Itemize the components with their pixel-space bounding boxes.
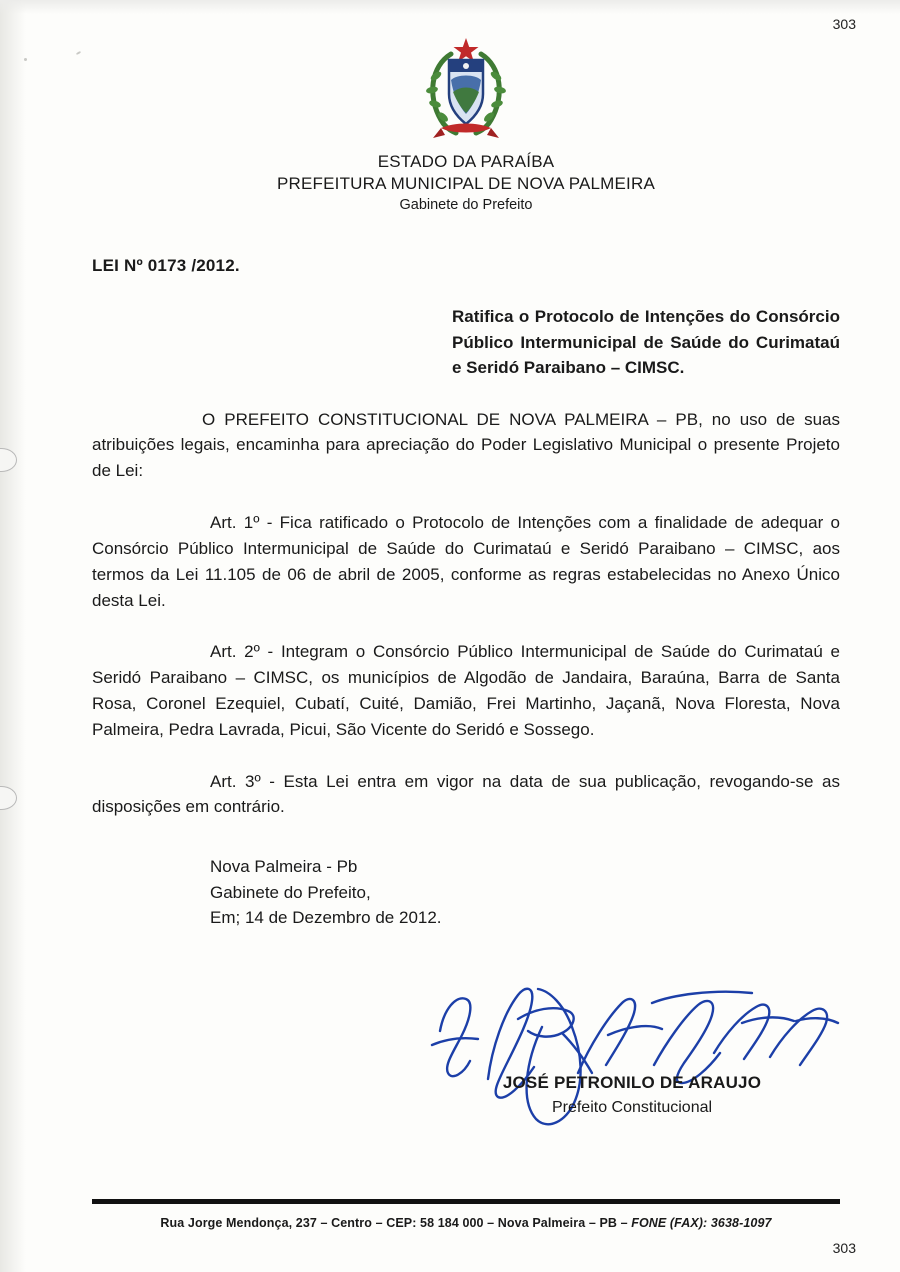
header-state-line: ESTADO DA PARAÍBA (377, 152, 555, 171)
footer-address-plain: Rua Jorge Mendonça, 237 – Centro – CEP: 58 184 000 – Nova Palmeira – PB – (160, 1216, 632, 1230)
closing-block (210, 854, 840, 931)
document-content (92, 30, 840, 1143)
header-city-hall-line: PREFEITURA MUNICIPAL DE NOVA PALMEIRA (276, 173, 655, 193)
scan-edge-shadow-top (0, 0, 900, 14)
document-header (92, 151, 840, 214)
punch-hole (0, 448, 17, 472)
article-2-paragraph: Art. 2º - Integram o Consórcio Público Intermunicipal de Saúde do Curimataú e Seridó Paraibano – CIMSC, os municípios de Algodão de Jandaira, Baraúna, Barra de Santa Rosa, Coronel Ezequiel, Cubatí, Cuité, Damião, Frei Martinho, Jaçanã, Nova Floresta, Nova Palmeira, Pedra Lavrada, Picui, São Vicente do Seridó e Sossego. (92, 642, 840, 739)
document-footer (92, 1199, 840, 1230)
signer-role: Prefeito Constitucional (551, 1098, 713, 1116)
article-3-paragraph: Art. 3º - Esta Lei entra em vigor na data de sua publicação, revogando-se as disposições em contrário. (92, 771, 840, 817)
footer-address (92, 1216, 840, 1230)
closing-place: Nova Palmeira - Pb (210, 857, 358, 877)
signature-block (92, 973, 840, 1143)
footer-divider (92, 1199, 840, 1204)
coat-of-arms-icon (411, 36, 521, 144)
header-office-line: Gabinete do Prefeito (399, 196, 533, 213)
article-1-paragraph: Art. 1º - Fica ratificado o Protocolo de Intenções com a finalidade de adequar o Consórcio Público Intermunicipal de Saúde do Curimataú e Seridó Paraibano – CIMSC, aos termos da Lei 11.105 de 06 de abril de 2005, conforme as regras estabelecidas no Anexo Único desta Lei. (92, 513, 840, 610)
punch-hole (0, 786, 17, 810)
page-number-top: 303 (832, 16, 856, 32)
scan-speck (24, 58, 27, 61)
crest-container (92, 36, 840, 149)
scan-edge-shadow (0, 0, 26, 1272)
law-number: LEI Nº 0173 /2012. (92, 256, 240, 276)
page-number-bottom: 303 (832, 1240, 856, 1256)
closing-office: Gabinete do Prefeito, (210, 882, 371, 902)
signer-name: JOSÉ PETRONILO DE ARAUJO (502, 1072, 762, 1092)
scan-speck (76, 51, 81, 55)
closing-date: Em; 14 de Dezembro de 2012. (210, 908, 442, 928)
law-summary: Ratifica o Protocolo de Intenções do Consórcio Público Intermunicipal de Saúde do Curimataú e Seridó Paraibano – CIMSC. (452, 307, 840, 378)
footer-address-phone: FONE (FAX): 3638-1097 (631, 1216, 772, 1230)
preamble-paragraph: O PREFEITO CONSTITUCIONAL DE NOVA PALMEIRA – PB, no uso de suas atribuições legais, encaminha para apreciação do Poder Legislativo Municipal o presente Projeto de Lei: (92, 409, 840, 481)
